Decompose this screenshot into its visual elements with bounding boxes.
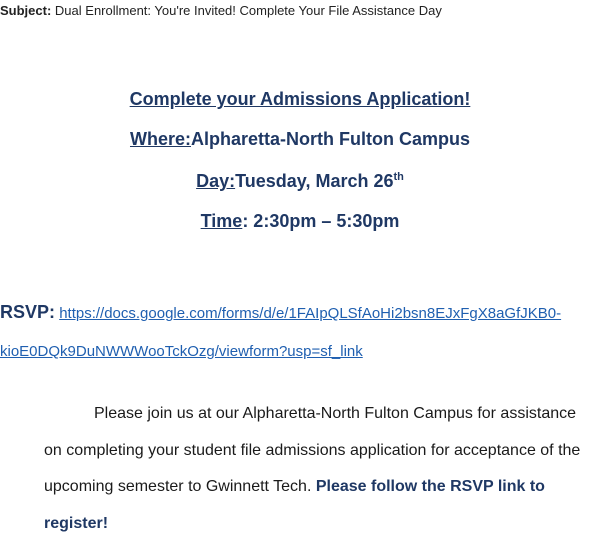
invitation-message bbox=[44, 396, 592, 542]
time-value: : 2:30pm – 5:30pm bbox=[242, 211, 400, 231]
subject-label: Subject: bbox=[0, 3, 52, 18]
event-where bbox=[0, 129, 600, 150]
rsvp-label: RSVP: bbox=[0, 302, 56, 322]
where-value: Alpharetta-North Fulton Campus bbox=[191, 129, 470, 149]
event-title bbox=[0, 89, 600, 110]
where-label: Where: bbox=[129, 129, 191, 149]
time-label: Time bbox=[200, 211, 243, 231]
rsvp-link[interactable] bbox=[0, 305, 561, 360]
email-subject bbox=[0, 3, 442, 18]
event-title-text: Complete your Admissions Application! bbox=[129, 89, 471, 109]
rsvp-link-line1: https://docs.google.com/forms/d/e/1FAIpQLSfAoHi2bsn8EJxFgX8aGfJKB0- bbox=[59, 305, 562, 322]
rsvp-link-line2: kioE0DQk9DuNWWWooTckOzg/viewform?usp=sf_link bbox=[0, 343, 363, 360]
rsvp-section bbox=[0, 293, 600, 371]
event-day bbox=[0, 171, 600, 192]
subject-text: Dual Enrollment: You're Invited! Complete Your File Assistance Day bbox=[54, 3, 442, 18]
message-emphasis: Please follow the RSVP link to register! bbox=[44, 478, 545, 532]
message-text: Please join us at our Alpharetta-North Fulton Campus for assistance on completing your student file admissions application for acceptance of the upcoming semester to Gwinnett Tech. bbox=[44, 405, 581, 495]
event-time bbox=[0, 211, 600, 232]
day-suffix: th bbox=[393, 171, 404, 183]
day-label: Day: bbox=[196, 171, 236, 191]
day-value: Tuesday, March 26 bbox=[235, 171, 394, 191]
